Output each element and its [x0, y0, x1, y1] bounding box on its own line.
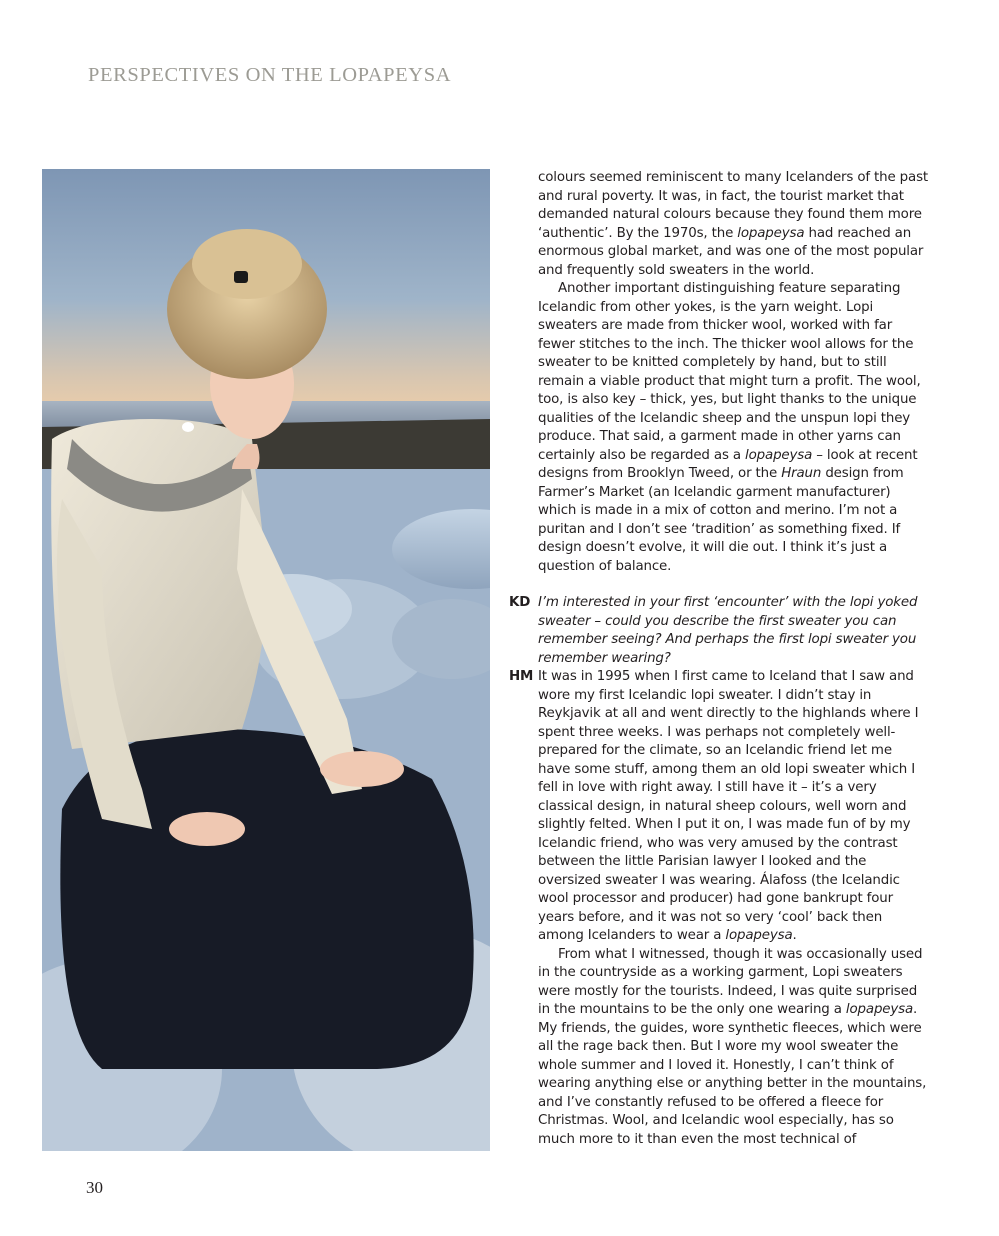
text-run: colours seemed reminiscent to many Icelanders of the past and rural poverty. It was, in fact, the tourist market that demanded natural colours because they found them more ‘authentic’. By the 1970s, the: [538, 170, 929, 241]
photo-illustration: [42, 169, 490, 1151]
text-run: – look at recent designs from Brooklyn Tweed, or the: [538, 447, 918, 481]
interview-answer: [509, 668, 928, 946]
speaker-label-kd: KD: [509, 595, 531, 610]
running-head: PERSPECTIVES ON THE LOPAPEYSA: [88, 64, 452, 86]
emphasis-run: lopapeysa: [737, 225, 805, 241]
emphasis-run: Hraun: [781, 466, 822, 481]
text-run: It was in 1995 when I first came to Iceland that I saw and wore my first Icelandic lopi sweater. I didn’t stay in Reykjavik at all and went directly to the highlands where I spent three weeks. I was perhaps not completely well-prepared for the climate, so an Icelandic friend let me have some stuff, among them an old lopi sweater which I fell in love with right away. I still have it – it’s a very classical design, in natural sheep colours, well worn and slightly felted. When I put it on, I was made fun of by my Icelandic friend, who was very amused by the contrast between the little Parisian lawyer I looked and the oversized sweater I was wearing. Álafoss (the Icelandic wool processor and producer) had gone bankrupt four years before, and it was not so very ‘cool’ back then among Icelanders to wear a: [538, 669, 919, 943]
photo-woman-in-lopapeysa: [42, 169, 490, 1151]
answer-text: [538, 668, 928, 946]
text-run: .: [792, 928, 797, 943]
speaker-label-hm: HM: [509, 669, 534, 684]
article-body: [509, 169, 929, 1149]
paragraph-2: [538, 280, 928, 576]
text-run: . My friends, the guides, wore synthetic fleeces, which were all the rage back then. But I wore my wool sweater the whole summer and I loved it. Honestly, I can’t think of wearing anything else or anything better in the mountains, and I’ve constantly refused to be offered a fleece for Christmas. Wool, and Icelandic wool especially, has so much more to it than even the most technical of: [538, 1002, 927, 1147]
text-run: From what I witnessed, though it was occasionally used in the countryside as a working garment, Lopi sweaters were mostly for the tourists. Indeed, I was quite surprised in the mountains to be the only one wearing a: [538, 946, 923, 1017]
text-run: design from Farmer’s Market (an Icelandic garment manufacturer) which is made in a mix of cotton and merino. I’m not a puritan and I don’t see ‘tradition’ as something fixed. If design doesn’t evolve, it will die out. I think it’s just a question of balance.: [538, 466, 904, 574]
text-run: Another important distinguishing feature separating Icelandic from other yokes, is the yarn weight. Lopi sweaters are made from thicker wool, worked with far fewer stitches to the inch. The thicker wool allows for the sweater to be knitted completely by hand, but to still remain a viable product that might turn a profit. The wool, too, is also key – thick, yes, but light thanks to the unique qualities of the Icelandic sheep and the unspun lopi they produce. That said, a garment made in other yarns can certainly also be regarded as a: [538, 281, 921, 463]
paragraph-1: [538, 169, 928, 280]
spacer: [538, 576, 928, 594]
question-text: I’m interested in your first ‘encounter’ with the lopi yoked sweater – could you describe the first sweater you can remember seeing? And perhaps the first lopi sweater you remember wearing?: [538, 595, 918, 666]
paragraph-3: [538, 946, 928, 1150]
emphasis-run: lopapeysa: [845, 1002, 914, 1017]
interview-question: [509, 594, 928, 668]
page-number: 30: [86, 1178, 103, 1197]
text-run: had reached an enormous global market, and was one of the most popular and frequently sold sweaters in the world.: [538, 225, 924, 278]
emphasis-run: lopapeysa: [725, 928, 793, 943]
emphasis-run: lopapeysa: [745, 447, 813, 463]
